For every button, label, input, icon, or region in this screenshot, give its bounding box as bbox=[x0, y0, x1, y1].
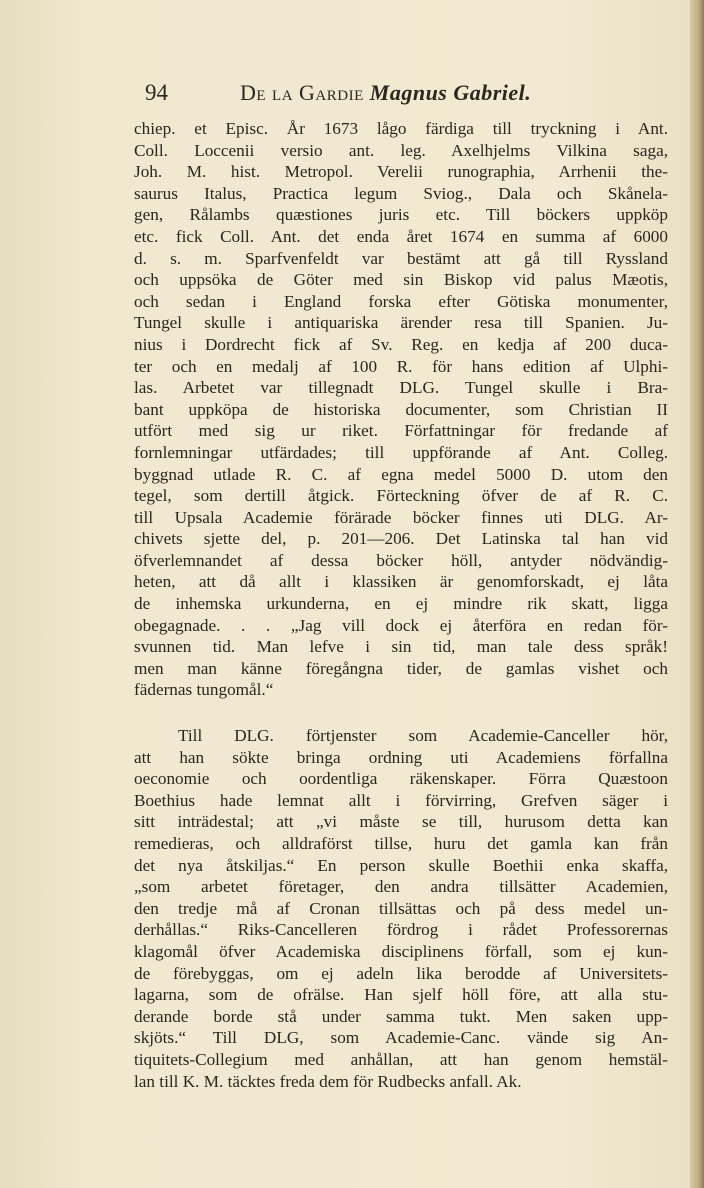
text-line: och uppsöka de Göter med sin Biskop vid palus Mæotis, bbox=[134, 270, 668, 290]
text-line: de förebyggas, om ej adeln lika berodde af Universitets- bbox=[134, 963, 668, 983]
text-line: det nya åtskiljas.“ En person skulle Boethii enka skaffa, bbox=[134, 855, 668, 875]
running-head-caps: De la Gardie bbox=[240, 80, 364, 105]
text-line: nius i Dordrecht fick af Sv. Reg. en kedja af 200 duca- bbox=[134, 334, 668, 354]
page-header bbox=[140, 78, 670, 118]
text-line: chiep. et Episc. År 1673 lågo färdiga till tryckning i Ant. bbox=[134, 119, 668, 138]
paragraph-1 bbox=[134, 118, 668, 701]
text-line: „som arbetet företager, den andra tillsätter Academien, bbox=[134, 877, 668, 897]
text-line: skjöts.“ Till DLG, som Academie-Canc. vände sig An- bbox=[134, 1028, 668, 1048]
text-line: tiquitets-Collegium med anhållan, att han genom hemstäl- bbox=[134, 1049, 668, 1069]
page-number: 94 bbox=[145, 80, 168, 105]
text-line: d. s. m. Sparfvenfeldt var bestämt att gå till Ryssland bbox=[134, 248, 668, 268]
body-text bbox=[134, 118, 668, 1092]
text-line: Tungel skulle i antiquariska ärender resa till Spanien. Ju- bbox=[134, 313, 668, 333]
text-line: fornlemningar utfärdades; till uppförande af Ant. Colleg. bbox=[134, 442, 668, 462]
text-line: chivets sjette del, p. 201—206. Det Latinska tal han vid bbox=[134, 529, 668, 549]
text-line: svunnen tid. Man lefve i sin tid, man tale dess språk! bbox=[134, 637, 668, 657]
text-line: saurus Italus, Practica legum Sviog., Dala och Skånela- bbox=[134, 183, 668, 203]
text-line: bant uppköpa de historiska documenter, som Christian II bbox=[134, 399, 668, 419]
text-line: remedieras, och alldraförst tillse, huru det gamla kan från bbox=[134, 834, 668, 853]
text-line: ter och en medalj af 100 R. för hans edition af Ulphi- bbox=[134, 356, 668, 376]
text-line: fädernas tungomål.“ bbox=[134, 680, 274, 700]
text-line: sitt inträdestal; att „vi måste se till, hurusom detta kan bbox=[134, 812, 668, 832]
page-edge bbox=[690, 0, 704, 1188]
text-line: klagomål öfver Academiska disciplinens förfall, som ej kun- bbox=[134, 941, 668, 961]
text-line: derande borde stå under samma tukt. Men saken upp- bbox=[134, 1006, 668, 1026]
text-line: gen, Rålambs quæstiones juris etc. Till böckers uppköp bbox=[134, 205, 668, 225]
text-line: Boethius hade lemnat allt i förvirring, Grefven säger i bbox=[134, 790, 668, 810]
text-line: heten, att då allt i klassiken är genomforskadt, ej låta bbox=[134, 572, 668, 592]
text-line: till Upsala Academie förärade böcker finnes uti DLG. Ar- bbox=[134, 507, 668, 527]
text-line: oeconomie och oordentliga räkenskaper. Förra Quæstoon bbox=[134, 769, 668, 789]
running-head-italic: Magnus Gabriel. bbox=[369, 80, 532, 105]
text-line: och sedan i England forska efter Götiska monumenter, bbox=[134, 291, 668, 311]
running-head bbox=[240, 80, 531, 106]
text-line: Till DLG. förtjenster som Academie-Canceller hör, bbox=[178, 726, 668, 746]
text-line: Joh. M. hist. Metropol. Verelii runographia, Arrhenii the- bbox=[134, 162, 668, 182]
text-line: den tredje må af Cronan tillsättas och på dess medel un- bbox=[134, 898, 668, 918]
text-line: las. Arbetet var tillegnadt DLG. Tungel skulle i Bra- bbox=[134, 378, 668, 398]
text-line: de inhemska urkunderna, en ej mindre rik skatt, ligga bbox=[134, 594, 668, 614]
text-line: derhållas.“ Riks-Cancelleren fördrog i rådet Professorernas bbox=[134, 920, 668, 940]
text-line: lan till K. M. täcktes freda dem för Rudbecks anfall. Ak. bbox=[134, 1071, 522, 1091]
text-line: lagarna, som de ofrälse. Han sjelf höll före, att alla stu- bbox=[134, 985, 668, 1005]
text-line: att han sökte bringa ordning uti Academiens förfallna bbox=[134, 747, 668, 767]
text-line: etc. fick Coll. Ant. det enda året 1674 en summa af 6000 bbox=[134, 226, 668, 246]
text-line: byggnad utlade R. C. af egna medel 5000 D. utom den bbox=[134, 464, 668, 484]
text-line: obegagnade. . . „Jag vill dock ej återföra en redan för- bbox=[134, 615, 668, 635]
paragraph-gap bbox=[134, 701, 668, 725]
text-line: tegel, som dertill åtgick. Förteckning öfver de af R. C. bbox=[134, 486, 668, 506]
text-line: utfört med sig ur riket. Författningar för fredande af bbox=[134, 421, 668, 441]
text-line: öfverlemnandet af dessa böcker höll, antyder nödvändig- bbox=[134, 550, 668, 570]
paragraph-2 bbox=[134, 725, 668, 1092]
text-line: Coll. Loccenii versio ant. leg. Axelhjelms Vilkina saga, bbox=[134, 140, 668, 160]
text-line: men man känne föregångna tider, de gamlas vishet och bbox=[134, 658, 668, 678]
